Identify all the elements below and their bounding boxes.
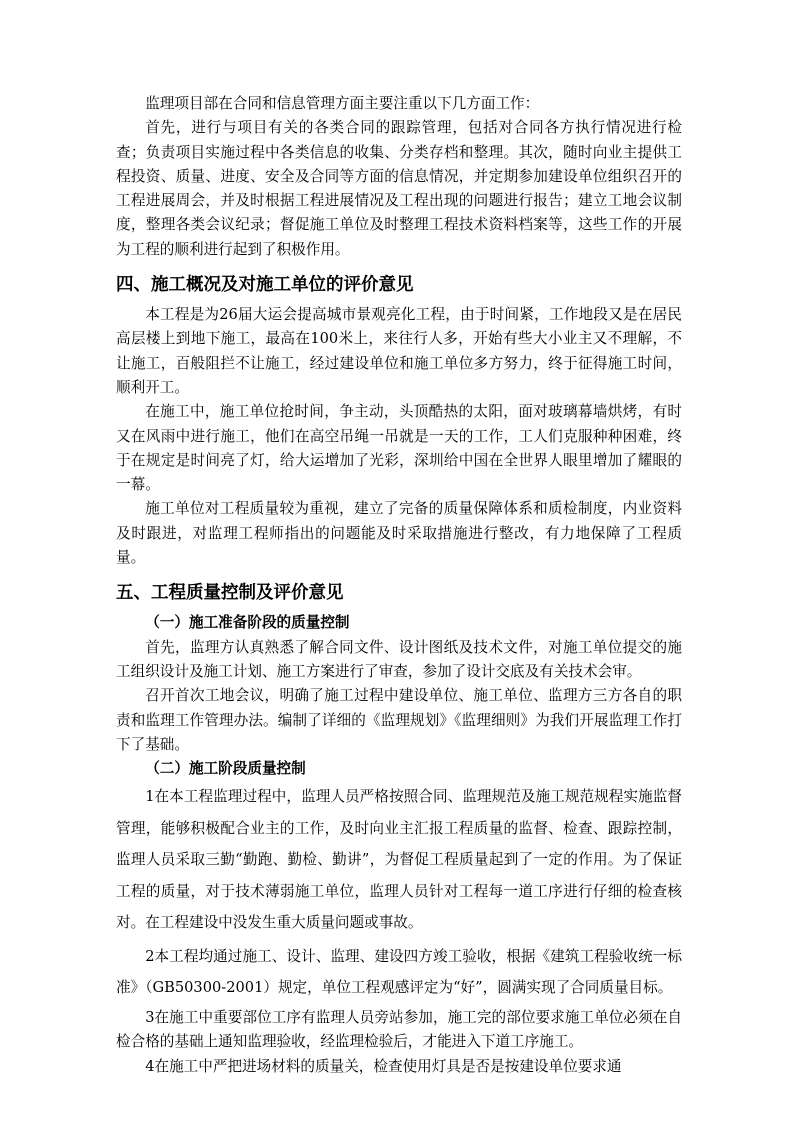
- intro-paragraph-1: 监理项目部在合同和信息管理方面主要注重以下几方面工作：: [145, 95, 540, 112]
- section-4-paragraph-1: 本工程是为26届大运会提高城市景观亮化工程，由于时间紧，工作地段又是在居民高层楼上到地下施工，最高在100米上，来往行人多，开始有些大小业主又不理解，不让施工，百般阻拦不让施工，经过建设单位和施工单位多方努力，终于征得施工时间，顺利开工。: [116, 306, 682, 396]
- section-4-paragraph-3: 施工单位对工程质量较为重视，建立了完备的质量保障体系和质检制度，内业资料及时跟进，对监理工程师指出的问题能及时采取措施进行整改，有力地保障了工程质量。: [116, 500, 682, 567]
- subsection-2-item-2: 2本工程均通过施工、设计、监理、建设四方竣工验收，根据《建筑工程验收统一标准》（GB50300-2001）规定，单位工程观感评定为“好”，圆满实现了合同质量目标。: [116, 947, 682, 997]
- document-page: [116, 92, 682, 1079]
- section-4-paragraph-2: 在施工中，施工单位抢时间，争主动，头顶酷热的太阳，面对玻璃幕墙烘烤，有时又在风雨中进行施工，他们在高空吊绳一吊就是一天的工作，工人们克服种种困难，终于在规定是时间亮了灯，给大运增加了光彩，深圳给中国在全世界人眼里增加了耀眼的一幕。: [116, 403, 682, 494]
- subsection-2-item-1: 1在本工程监理过程中，监理人员严格按照合同、监理规范及施工规范规程实施监督管理，能够积极配合业主的工作，及时向业主汇报工程质量的监督、检查、跟踪控制，监理人员采取三勤“勤跑、勤检、勤讲”，为督促工程质量起到了一定的作用。为了保证工程的质量，对于技术薄弱施工单位，监理人员针对工程每一道工序进行仔细的检查核对。在工程建设中没发生重大质量问题或事故。: [116, 788, 682, 932]
- subsection-1-heading: （一）施工准备阶段的质量控制: [145, 614, 350, 632]
- subsection-1-paragraph-1: 首先，监理方认真熟悉了解合同文件、设计图纸及技术文件，对施工单位提交的施工组织设计及施工计划、施工方案进行了审查，参加了设计交底及有关技术会审。: [116, 638, 682, 680]
- subsection-1-paragraph-2: 召开首次工地会议，明确了施工过程中建设单位、施工单位、监理方三方各自的职责和监理工作管理办法。编制了详细的《监理规划》《监理细则》为我们开展监理工作打下了基础。: [116, 687, 682, 753]
- intro-paragraph-2: 首先，进行与项目有关的各类合同的跟踪管理，包括对合同各方执行情况进行检查；负责项目实施过程中各类信息的收集、分类存档和整理。其次，随时向业主提供工程投资、质量、进度、安全及合同等方面的信息情况，并定期参加建设单位组织召开的工程进展周会，并及时根据工程进展情况及工程出现的问题进行报告；建立工地会议制度，整理各类会议纪录；督促施工单位及时整理工程技术资料档案等，这些工作的开展为工程的顺利进行起到了积极作用。: [116, 119, 682, 258]
- section-4-heading: 四、施工概况及对施工单位的评价意见: [116, 275, 414, 296]
- subsection-2-item-4: 4在施工中严把进场材料的质量关，检查使用灯具是否是按建设单位要求通: [145, 1057, 622, 1075]
- subsection-2-item-3: 3在施工中重要部位工序有监理人员旁站参加，施工完的部位要求施工单位必须在自检合格的基础上通知监理验收，经监理检验后，才能进入下道工序施工。: [116, 1008, 682, 1051]
- subsection-2-heading: （二）施工阶段质量控制: [145, 760, 306, 778]
- section-5-heading: 五、工程质量控制及评价意见: [116, 583, 344, 604]
